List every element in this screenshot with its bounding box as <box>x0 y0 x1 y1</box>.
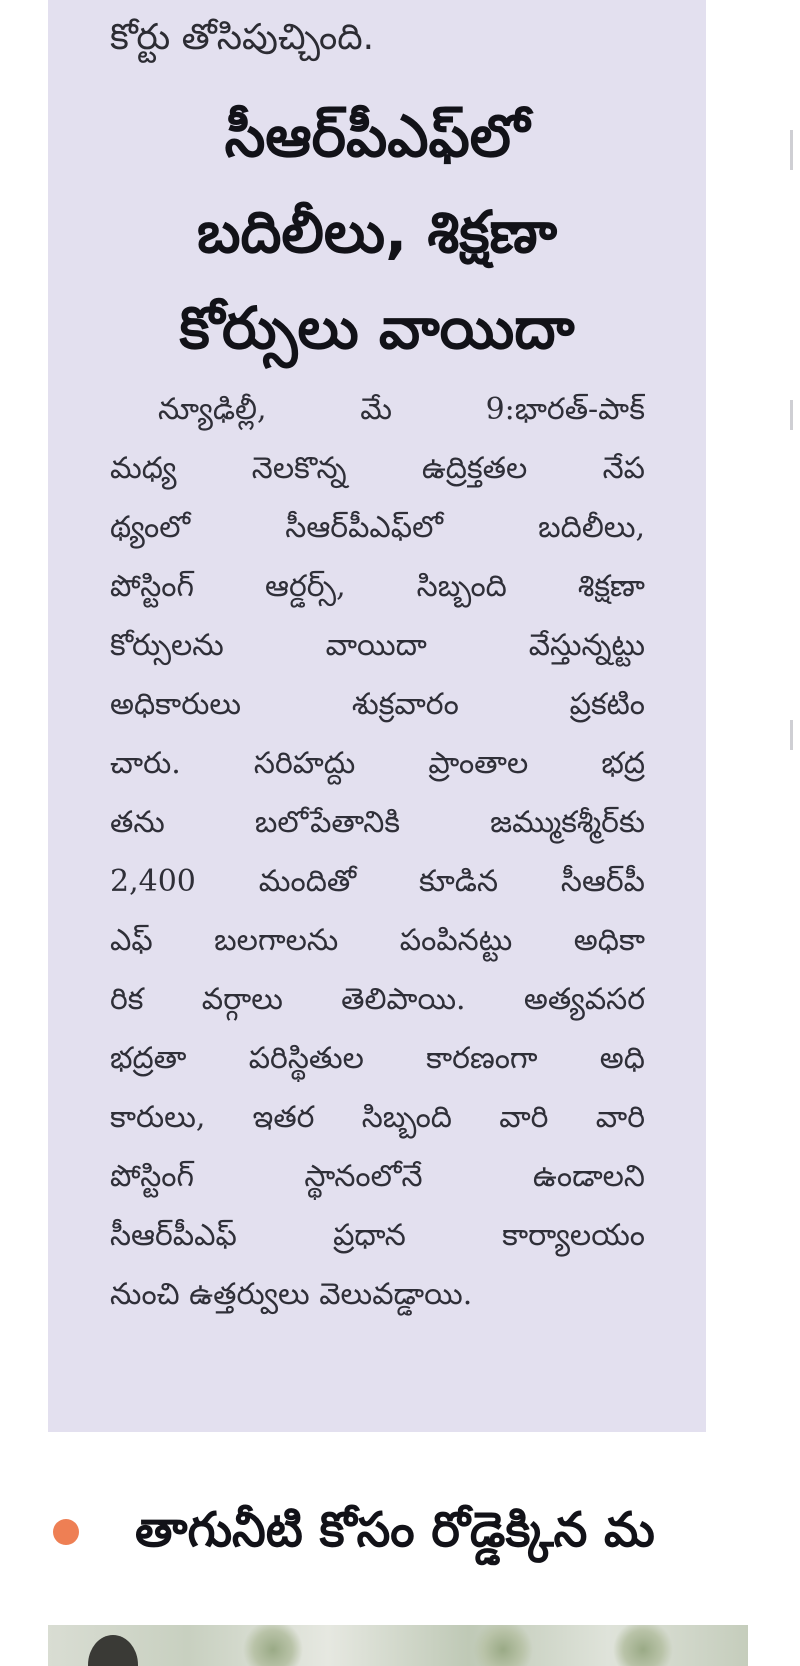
headline-line: సీఆర్‌పీఎఫ్‌లో <box>224 102 530 170</box>
body-line: మధ్య నెలకొన్న ఉద్రిక్తతల నేప <box>110 451 645 486</box>
news-photo <box>48 1625 748 1666</box>
body-line: కోర్సులను వాయిదా వేస్తున్నట్టు <box>110 628 645 663</box>
body-line: నుంచి ఉత్తర్వులు వెలువడ్డాయి. <box>110 1277 473 1312</box>
body-line: తను బలోపేతానికి జమ్ముకశ్మీర్‌కు <box>110 805 645 840</box>
tree-shape <box>238 1625 308 1666</box>
body-line: సీఆర్‌పీఎఫ్‌ ప్రధాన కార్యాలయం <box>110 1218 645 1253</box>
bullet-dot-icon <box>53 1519 79 1545</box>
body-line: కారులు, ఇతర సిబ్బంది వారి వారి <box>110 1100 645 1135</box>
tree-shape <box>468 1625 538 1666</box>
body-line: థ్యంలో సీఆర్‌పీఎఫ్‌లో బదిలీలు, <box>110 510 645 545</box>
next-article-headline: తాగునీటి కోసం రోడ్డెక్కిన మ <box>135 1502 655 1558</box>
body-line: రిక వర్గాలు తెలిపాయి. అత్యవసర <box>110 982 645 1017</box>
headline-line: బదిలీలు, శిక్షణా <box>196 198 558 266</box>
column-rule <box>790 130 793 170</box>
article-headline <box>48 88 706 376</box>
headline-line: కోర్సులు వాయిదా <box>179 294 575 362</box>
body-line: 2,400 మందితో కూడిన సీఆర్‌పీ <box>110 864 645 899</box>
body-line: పోస్టింగ్‌ ఆర్డర్స్‌, సిబ్బంది శిక్షణా <box>110 569 645 604</box>
body-line: పోస్టింగ్‌ స్థానంలోనే ఉండాలని <box>110 1159 645 1194</box>
column-rule <box>790 720 793 750</box>
tree-shape <box>608 1625 678 1666</box>
body-line: అధికారులు శుక్రవారం ప్రకటిం <box>110 687 645 722</box>
body-line: చారు. సరిహద్దు ప్రాంతాల భద్ర <box>110 746 645 781</box>
body-line: భద్రతా పరిస్థితుల కారణంగా అధి <box>110 1041 645 1076</box>
body-line: న్యూఢిల్లీ, మే 9:భారత్‌-పాక్‌ <box>158 392 645 427</box>
column-rule <box>790 400 793 430</box>
previous-article-tail: కోర్టు తోసిపుచ్చింది. <box>110 17 375 58</box>
body-line: ఎఫ్‌ బలగాలను పంపినట్టు అధికా <box>110 923 645 958</box>
person-figure <box>88 1635 138 1666</box>
article-body <box>110 380 645 1324</box>
